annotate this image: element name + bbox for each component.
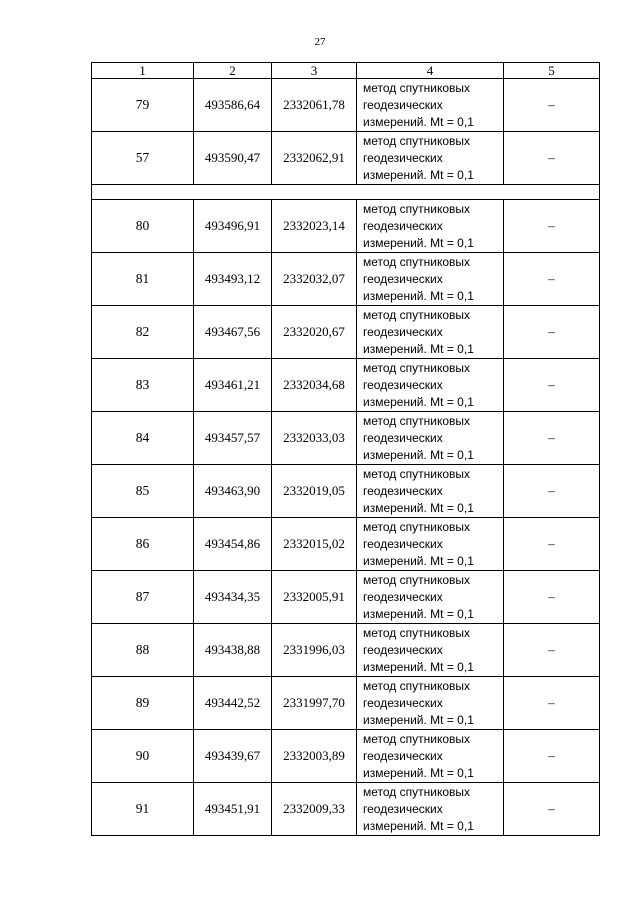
method-line: измерений. Mt = 0,1 [363, 818, 474, 833]
table-row [92, 783, 600, 836]
x-coordinate-cell: 493438,88 [194, 624, 272, 677]
column-5-cell: – [504, 132, 600, 185]
method-line: геодезических [363, 748, 443, 763]
method-line: измерений. Mt = 0,1 [363, 341, 474, 356]
x-coordinate-cell: 493463,90 [194, 465, 272, 518]
method-line: измерений. Mt = 0,1 [363, 167, 474, 182]
y-coordinate-cell: 2332015,02 [272, 518, 357, 571]
method-line: измерений. Mt = 0,1 [363, 659, 474, 674]
point-number-cell: 57 [92, 132, 194, 185]
method-line: метод спутниковых [363, 519, 471, 534]
column-header: 3 [272, 63, 357, 79]
x-coordinate-cell: 493439,67 [194, 730, 272, 783]
table-row [92, 571, 600, 624]
y-coordinate-cell: 2332003,89 [272, 730, 357, 783]
column-5-cell: – [504, 412, 600, 465]
column-5-cell: – [504, 200, 600, 253]
x-coordinate-cell: 493493,12 [194, 253, 272, 306]
method-line: измерений. Mt = 0,1 [363, 114, 474, 129]
method-line: геодезических [363, 483, 443, 498]
table-row [92, 465, 600, 518]
x-coordinate-cell: 493461,21 [194, 359, 272, 412]
method-line: метод спутниковых [363, 731, 471, 746]
y-coordinate-cell: 2332009,33 [272, 783, 357, 836]
method-line: метод спутниковых [363, 307, 471, 322]
point-number-cell: 88 [92, 624, 194, 677]
x-coordinate-cell: 493457,57 [194, 412, 272, 465]
point-number-cell: 81 [92, 253, 194, 306]
method-line: измерений. Mt = 0,1 [363, 394, 474, 409]
column-5-cell: – [504, 465, 600, 518]
method-cell [357, 253, 504, 306]
method-cell [357, 79, 504, 132]
point-number-cell: 79 [92, 79, 194, 132]
x-coordinate-cell: 493442,52 [194, 677, 272, 730]
method-cell [357, 677, 504, 730]
point-number-cell: 82 [92, 306, 194, 359]
y-coordinate-cell: 2332005,91 [272, 571, 357, 624]
column-5-cell: – [504, 624, 600, 677]
y-coordinate-cell: 2331996,03 [272, 624, 357, 677]
column-header: 5 [504, 63, 600, 79]
point-number-cell: 90 [92, 730, 194, 783]
table-row [92, 200, 600, 253]
method-line: геодезических [363, 589, 443, 604]
point-number-cell: 85 [92, 465, 194, 518]
x-coordinate-cell: 493590,47 [194, 132, 272, 185]
method-line: геодезических [363, 324, 443, 339]
method-line: геодезических [363, 377, 443, 392]
method-cell [357, 624, 504, 677]
y-coordinate-cell: 2332020,67 [272, 306, 357, 359]
method-line: измерений. Mt = 0,1 [363, 553, 474, 568]
separator-cell [92, 185, 600, 200]
point-number-cell: 83 [92, 359, 194, 412]
method-cell [357, 359, 504, 412]
method-cell [357, 465, 504, 518]
method-cell [357, 412, 504, 465]
method-line: измерений. Mt = 0,1 [363, 606, 474, 621]
table-row [92, 359, 600, 412]
method-line: метод спутниковых [363, 625, 471, 640]
method-line: геодезических [363, 695, 443, 710]
column-header: 2 [194, 63, 272, 79]
table-row [92, 518, 600, 571]
method-line: метод спутниковых [363, 466, 471, 481]
table-row [92, 306, 600, 359]
column-5-cell: – [504, 518, 600, 571]
method-line: метод спутниковых [363, 572, 471, 587]
point-number-cell: 89 [92, 677, 194, 730]
x-coordinate-cell: 493586,64 [194, 79, 272, 132]
point-number-cell: 84 [92, 412, 194, 465]
method-line: геодезических [363, 271, 443, 286]
method-line: геодезических [363, 801, 443, 816]
y-coordinate-cell: 2332032,07 [272, 253, 357, 306]
table-row [92, 253, 600, 306]
method-line: метод спутниковых [363, 254, 471, 269]
method-line: метод спутниковых [363, 201, 471, 216]
method-line: измерений. Mt = 0,1 [363, 765, 474, 780]
y-coordinate-cell: 2332062,91 [272, 132, 357, 185]
table-row [92, 677, 600, 730]
method-cell [357, 132, 504, 185]
method-cell [357, 306, 504, 359]
method-line: геодезических [363, 218, 443, 233]
column-header: 4 [357, 63, 504, 79]
y-coordinate-cell: 2332033,03 [272, 412, 357, 465]
method-line: геодезических [363, 536, 443, 551]
y-coordinate-cell: 2331997,70 [272, 677, 357, 730]
y-coordinate-cell: 2332061,78 [272, 79, 357, 132]
point-number-cell: 86 [92, 518, 194, 571]
column-5-cell: – [504, 79, 600, 132]
method-line: метод спутниковых [363, 80, 471, 95]
method-cell [357, 571, 504, 624]
header-row [92, 63, 600, 79]
separator-row [92, 185, 600, 200]
method-line: метод спутниковых [363, 678, 471, 693]
point-number-cell: 87 [92, 571, 194, 624]
method-line: геодезических [363, 97, 443, 112]
method-line: измерений. Mt = 0,1 [363, 447, 474, 462]
method-line: метод спутниковых [363, 133, 471, 148]
method-line: измерений. Mt = 0,1 [363, 288, 474, 303]
method-line: измерений. Mt = 0,1 [363, 235, 474, 250]
table-row [92, 624, 600, 677]
method-line: геодезических [363, 150, 443, 165]
page-number: 27 [314, 36, 326, 48]
column-5-cell: – [504, 306, 600, 359]
table-row [92, 412, 600, 465]
column-5-cell: – [504, 783, 600, 836]
point-number-cell: 80 [92, 200, 194, 253]
method-cell [357, 730, 504, 783]
method-line: измерений. Mt = 0,1 [363, 500, 474, 515]
method-cell [357, 518, 504, 571]
y-coordinate-cell: 2332034,68 [272, 359, 357, 412]
table-row [92, 79, 600, 132]
method-cell [357, 783, 504, 836]
method-cell [357, 200, 504, 253]
column-5-cell: – [504, 730, 600, 783]
table-row [92, 730, 600, 783]
x-coordinate-cell: 493434,35 [194, 571, 272, 624]
method-line: геодезических [363, 642, 443, 657]
table-row [92, 132, 600, 185]
column-5-cell: – [504, 571, 600, 624]
x-coordinate-cell: 493454,86 [194, 518, 272, 571]
point-number-cell: 91 [92, 783, 194, 836]
method-line: геодезических [363, 430, 443, 445]
method-line: метод спутниковых [363, 413, 471, 428]
y-coordinate-cell: 2332023,14 [272, 200, 357, 253]
column-5-cell: – [504, 359, 600, 412]
method-line: метод спутниковых [363, 360, 471, 375]
coordinates-table [91, 62, 600, 836]
column-5-cell: – [504, 677, 600, 730]
y-coordinate-cell: 2332019,05 [272, 465, 357, 518]
table-body [92, 79, 600, 836]
x-coordinate-cell: 493496,91 [194, 200, 272, 253]
column-5-cell: – [504, 253, 600, 306]
method-line: метод спутниковых [363, 784, 471, 799]
x-coordinate-cell: 493451,91 [194, 783, 272, 836]
column-header: 1 [92, 63, 194, 79]
method-line: измерений. Mt = 0,1 [363, 712, 474, 727]
x-coordinate-cell: 493467,56 [194, 306, 272, 359]
